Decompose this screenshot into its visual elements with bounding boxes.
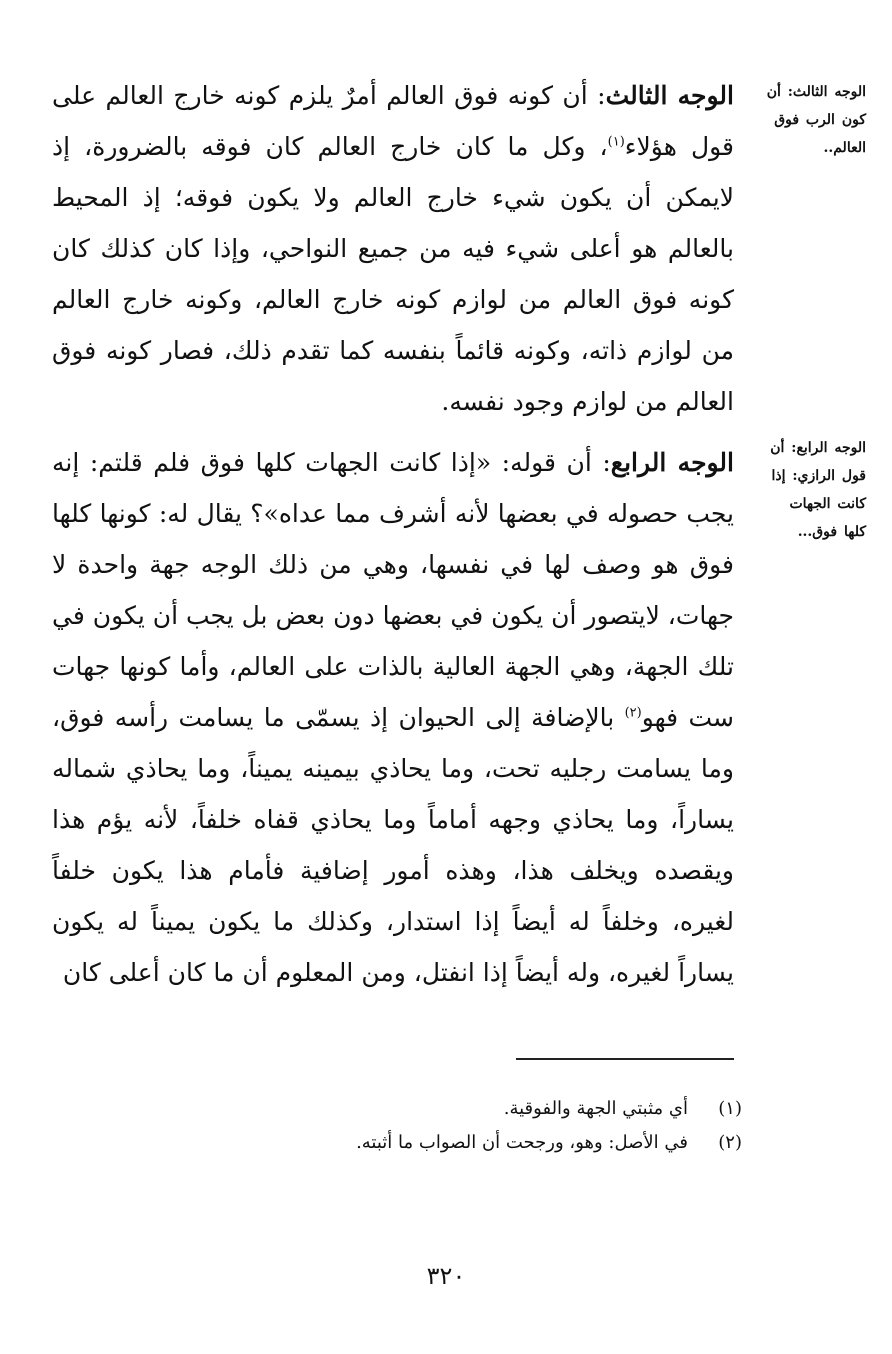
paragraph-fourth-aspect <box>52 437 734 998</box>
footnotes <box>122 1092 742 1160</box>
margin-note-third-aspect: الوجه الثالث: أن كون الرب فوق العالم.. <box>766 84 866 156</box>
main-text <box>52 70 734 1004</box>
footnote-number: (١) <box>718 1098 742 1119</box>
paragraph-text: : أن قوله: «إذا كانت الجهات كلها فوق فلم قلتم: إنه يجب حصوله في بعضها لأنه أشرف مما عداه»؟ يقال له: كونها كلها فوق هو وصف لها في نفسها، وهي من ذلك الوجه جهة واحدة لا جهات، لايتصور أن يكون في بعضها دون بعض بل يجب أن يكون في تلك الجهة، وهي الجهة العالية بالذات على العالم، وأما كونها جهات ست فهو <box>52 448 734 732</box>
footnote-number: (٢) <box>718 1132 742 1153</box>
paragraph-text: : أن كونه فوق العالم أمرٌ يلزم كونه خارج العالم على قول هؤلاء <box>52 81 734 161</box>
paragraph-text: ، وكل ما كان خارج العالم كان فوقه بالضرورة، إذ لايمكن أن يكون شيء خارج العالم ولا يكون فوقه؛ إذ المحيط بالعالم هو أعلى شيء فيه من جميع النواحي، وإذا كان كذلك كان كونه فوق العالم من لوازم كونه خارج العالم، وكونه خارج العالم من لوازم ذاته، وكونه قائماً بنفسه كما تقدم ذلك، فصار كونه فوق العالم من لوازم وجود نفسه. <box>52 132 734 416</box>
paragraph-heading: الوجه الرابع <box>610 448 735 477</box>
footnote-reference: (١) <box>607 134 625 150</box>
footnote-item <box>122 1092 742 1126</box>
margin-note-fourth-aspect: الوجه الرابع: أن قول الرازي: إذا كانت الجهات كلها فوق... <box>770 440 866 540</box>
paragraph-third-aspect <box>52 70 734 427</box>
paragraph-text: بالإضافة إلى الحيوان إذ يسمّى ما يسامت رأسه فوق، وما يسامت رجليه تحت، وما يحاذي بيمينه يميناً، وما يحاذي شماله يساراً، وما يحاذي وجهه أماماً وما يحاذي قفاه خلفاً، لأنه يؤم هذا ويقصده ويخلف هذا، وهذه أمور إضافية فأمام هذا يكون خلفاً لغيره، وخلفاً له أيضاً إذا استدار، وكذلك ما يكون يميناً له يكون يساراً لغيره، وله أيضاً إذا انفتل، ومن المعلوم أن ما كان أعلى كان <box>52 703 735 987</box>
footnote-text: في الأصل: وهو، ورجحت أن الصواب ما أثبته. <box>356 1132 688 1153</box>
footnote-text: أي مثبتي الجهة والفوقية. <box>503 1098 688 1119</box>
footnote-item <box>122 1126 742 1160</box>
footnote-reference: (٢) <box>624 705 642 721</box>
page-number: ٣٢٠ <box>426 1262 466 1290</box>
footnote-divider <box>516 1058 734 1060</box>
paragraph-heading: الوجه الثالث <box>605 81 734 110</box>
